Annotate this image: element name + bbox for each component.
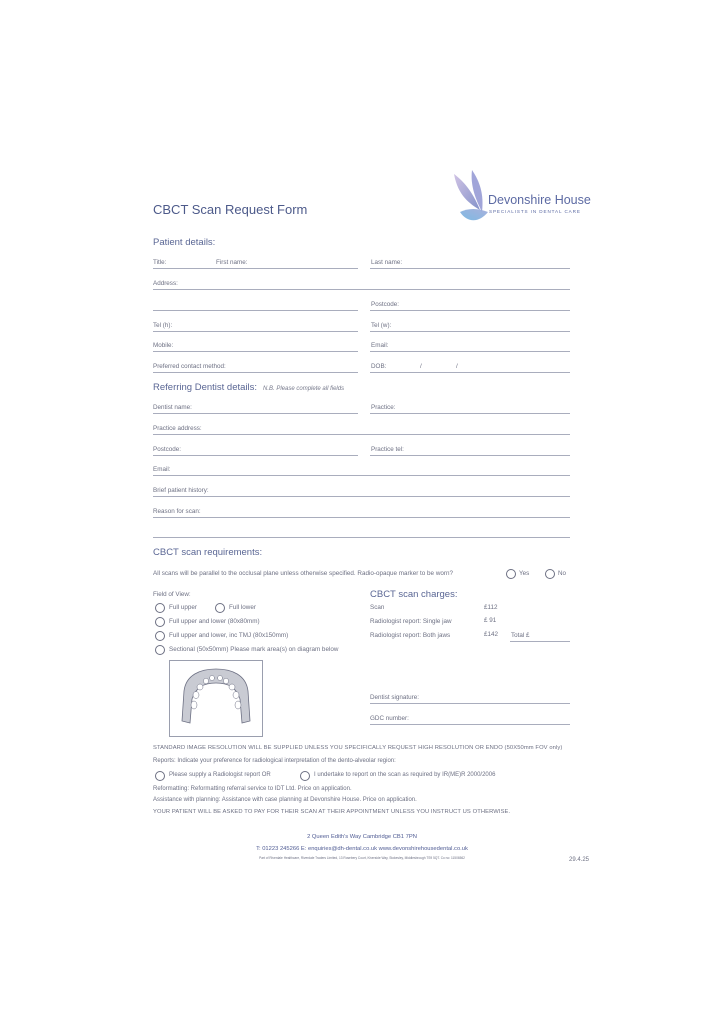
title-first-name-field[interactable]	[153, 268, 358, 269]
contact-method-label: Preferred contact method:	[153, 363, 226, 370]
practice-tel-field[interactable]	[370, 455, 570, 456]
assistance-text: Assistance with planning: Assistance with case planning at Devonshire House. Price on application.	[153, 797, 417, 803]
charge-price-both-jaws: £142	[484, 631, 499, 638]
first-name-label: First name:	[216, 259, 248, 266]
self-report-radio[interactable]	[300, 771, 310, 781]
postcode-label: Postcode:	[371, 301, 400, 308]
signature-field[interactable]	[370, 703, 570, 704]
butterfly-icon	[450, 168, 492, 226]
full-upper-label: Full upper	[169, 604, 198, 611]
radiologist-report-radio[interactable]	[155, 771, 165, 781]
dentist-postcode-field[interactable]	[153, 455, 358, 456]
mobile-label: Mobile:	[153, 342, 174, 349]
gdc-label: GDC number:	[370, 715, 409, 722]
tel-w-field[interactable]	[370, 331, 570, 332]
jaw-diagram[interactable]	[169, 660, 263, 737]
last-name-label: Last name:	[371, 259, 403, 266]
dob-separator: /	[420, 363, 422, 370]
practice-address-label: Practice address:	[153, 425, 202, 432]
tel-w-label: Tel (w):	[371, 322, 392, 329]
reason-label: Reason for scan:	[153, 508, 201, 515]
logo-name: Devonshire House	[488, 193, 591, 207]
payment-notice: YOUR PATIENT WILL BE ASKED TO PAY FOR THEIR SCAN AT THEIR APPOINTMENT UNLESS YOU INSTRUCT US OTHERWISE.	[153, 809, 511, 815]
dentist-postcode-label: Postcode:	[153, 446, 182, 453]
marker-yes-label: Yes	[519, 570, 530, 577]
upper-lower-tmj-label: Full upper and lower, inc TMJ (80x150mm)	[169, 632, 289, 639]
full-lower-label: Full lower	[229, 604, 256, 611]
self-report-label: I undertake to report on the scan as required by IR(ME)R 2000/2006	[314, 772, 496, 778]
charge-label-scan: Scan	[370, 604, 385, 611]
form-date: 29.4.25	[569, 857, 590, 863]
charge-label-both-jaws: Radiologist report: Both jaws	[370, 632, 451, 639]
dob-separator: /	[456, 363, 458, 370]
patient-details-heading: Patient details:	[153, 237, 216, 248]
practice-tel-label: Practice tel:	[371, 446, 404, 453]
tel-h-field[interactable]	[153, 331, 358, 332]
charge-label-single-jaw: Radiologist report: Single jaw	[370, 618, 452, 625]
reason-field-line2[interactable]	[153, 537, 570, 538]
signature-label: Dentist signature:	[370, 694, 420, 701]
dentist-details-heading	[153, 382, 344, 393]
tel-h-label: Tel (h):	[153, 322, 173, 329]
mandible-icon	[170, 661, 262, 736]
email-field[interactable]	[370, 351, 570, 352]
resolution-notice: STANDARD IMAGE RESOLUTION WILL BE SUPPLIED UNLESS YOU SPECIFICALLY REQUEST HIGH RESOLUTION OR ENDO (50X50mm FOV only)	[153, 745, 563, 751]
dentist-name-label: Dentist name:	[153, 404, 192, 411]
parallel-text: All scans will be parallel to the occlusal plane unless otherwise specified. Radio-opaque marker to be worn?	[153, 570, 453, 577]
dob-label: DOB:	[371, 363, 387, 370]
practice-address-field[interactable]	[153, 434, 570, 435]
address-field[interactable]	[153, 289, 570, 290]
postcode-field[interactable]	[370, 310, 570, 311]
radiologist-report-label: Please supply a Radiologist report OR	[169, 772, 271, 778]
contact-method-field[interactable]	[153, 372, 358, 373]
history-label: Brief patient history:	[153, 487, 209, 494]
reports-text: Reports: Indicate your preference for radiological interpretation of the dento-alveolar region:	[153, 758, 396, 764]
email-label: Email:	[371, 342, 389, 349]
address-field-line2[interactable]	[153, 310, 358, 311]
logo-tagline: SPECIALISTS IN DENTAL CARE	[489, 209, 581, 214]
title-label: Title:	[153, 259, 167, 266]
fov-label: Field of View:	[153, 591, 191, 598]
last-name-field[interactable]	[370, 268, 570, 269]
gdc-field[interactable]	[370, 724, 570, 725]
requirements-heading: CBCT scan requirements:	[153, 547, 263, 558]
mobile-field[interactable]	[153, 351, 358, 352]
upper-lower-tmj-radio[interactable]	[155, 631, 165, 641]
address-label: Address:	[153, 280, 178, 287]
history-field[interactable]	[153, 496, 570, 497]
charges-heading: CBCT scan charges:	[370, 589, 458, 600]
dentist-heading-text: Referring Dentist details:	[153, 382, 258, 393]
dob-field[interactable]	[370, 372, 570, 373]
sectional-label: Sectional (50x50mm) Please mark area(s) on diagram below	[169, 646, 339, 653]
dentist-email-field[interactable]	[153, 475, 570, 476]
dentist-note: N.B. Please complete all fields	[263, 386, 345, 392]
footer-address: 2 Queen Edith's Way Cambridge CB1 7PN	[307, 834, 417, 840]
practice-field[interactable]	[370, 413, 570, 414]
dentist-name-field[interactable]	[153, 413, 358, 414]
marker-no-radio[interactable]	[545, 569, 555, 579]
charge-price-single-jaw: £ 91	[484, 617, 497, 624]
sectional-radio[interactable]	[155, 645, 165, 655]
charge-price-scan: £112	[484, 604, 498, 611]
upper-lower-radio[interactable]	[155, 617, 165, 627]
footer-contact: T: 01223 245266 E: enquiries@dh-dental.co.uk www.devonshirehousedental.co.uk	[256, 846, 468, 852]
form-title: CBCT Scan Request Form	[153, 202, 308, 217]
full-upper-radio[interactable]	[155, 603, 165, 613]
full-lower-radio[interactable]	[215, 603, 225, 613]
total-field[interactable]	[510, 641, 570, 642]
reformatting-text: Reformatting: Reformatting referral service to IDT Ltd. Price on application.	[153, 786, 352, 792]
reason-field[interactable]	[153, 517, 570, 518]
total-label: Total £	[511, 632, 530, 639]
practice-label: Practice:	[371, 404, 396, 411]
dentist-email-label: Email:	[153, 466, 171, 473]
footer-legal: Part of Riverdale Healthcare, Riverdale Traders Limited, 13 Rosebery Court, Kiverside Way, Stokesley, Middlesbrough TS9 5QT. Co no: 11506562	[259, 856, 465, 860]
marker-yes-radio[interactable]	[506, 569, 516, 579]
marker-no-label: No	[558, 570, 567, 577]
logo	[450, 168, 600, 228]
upper-lower-label: Full upper and lower (80x80mm)	[169, 618, 260, 625]
